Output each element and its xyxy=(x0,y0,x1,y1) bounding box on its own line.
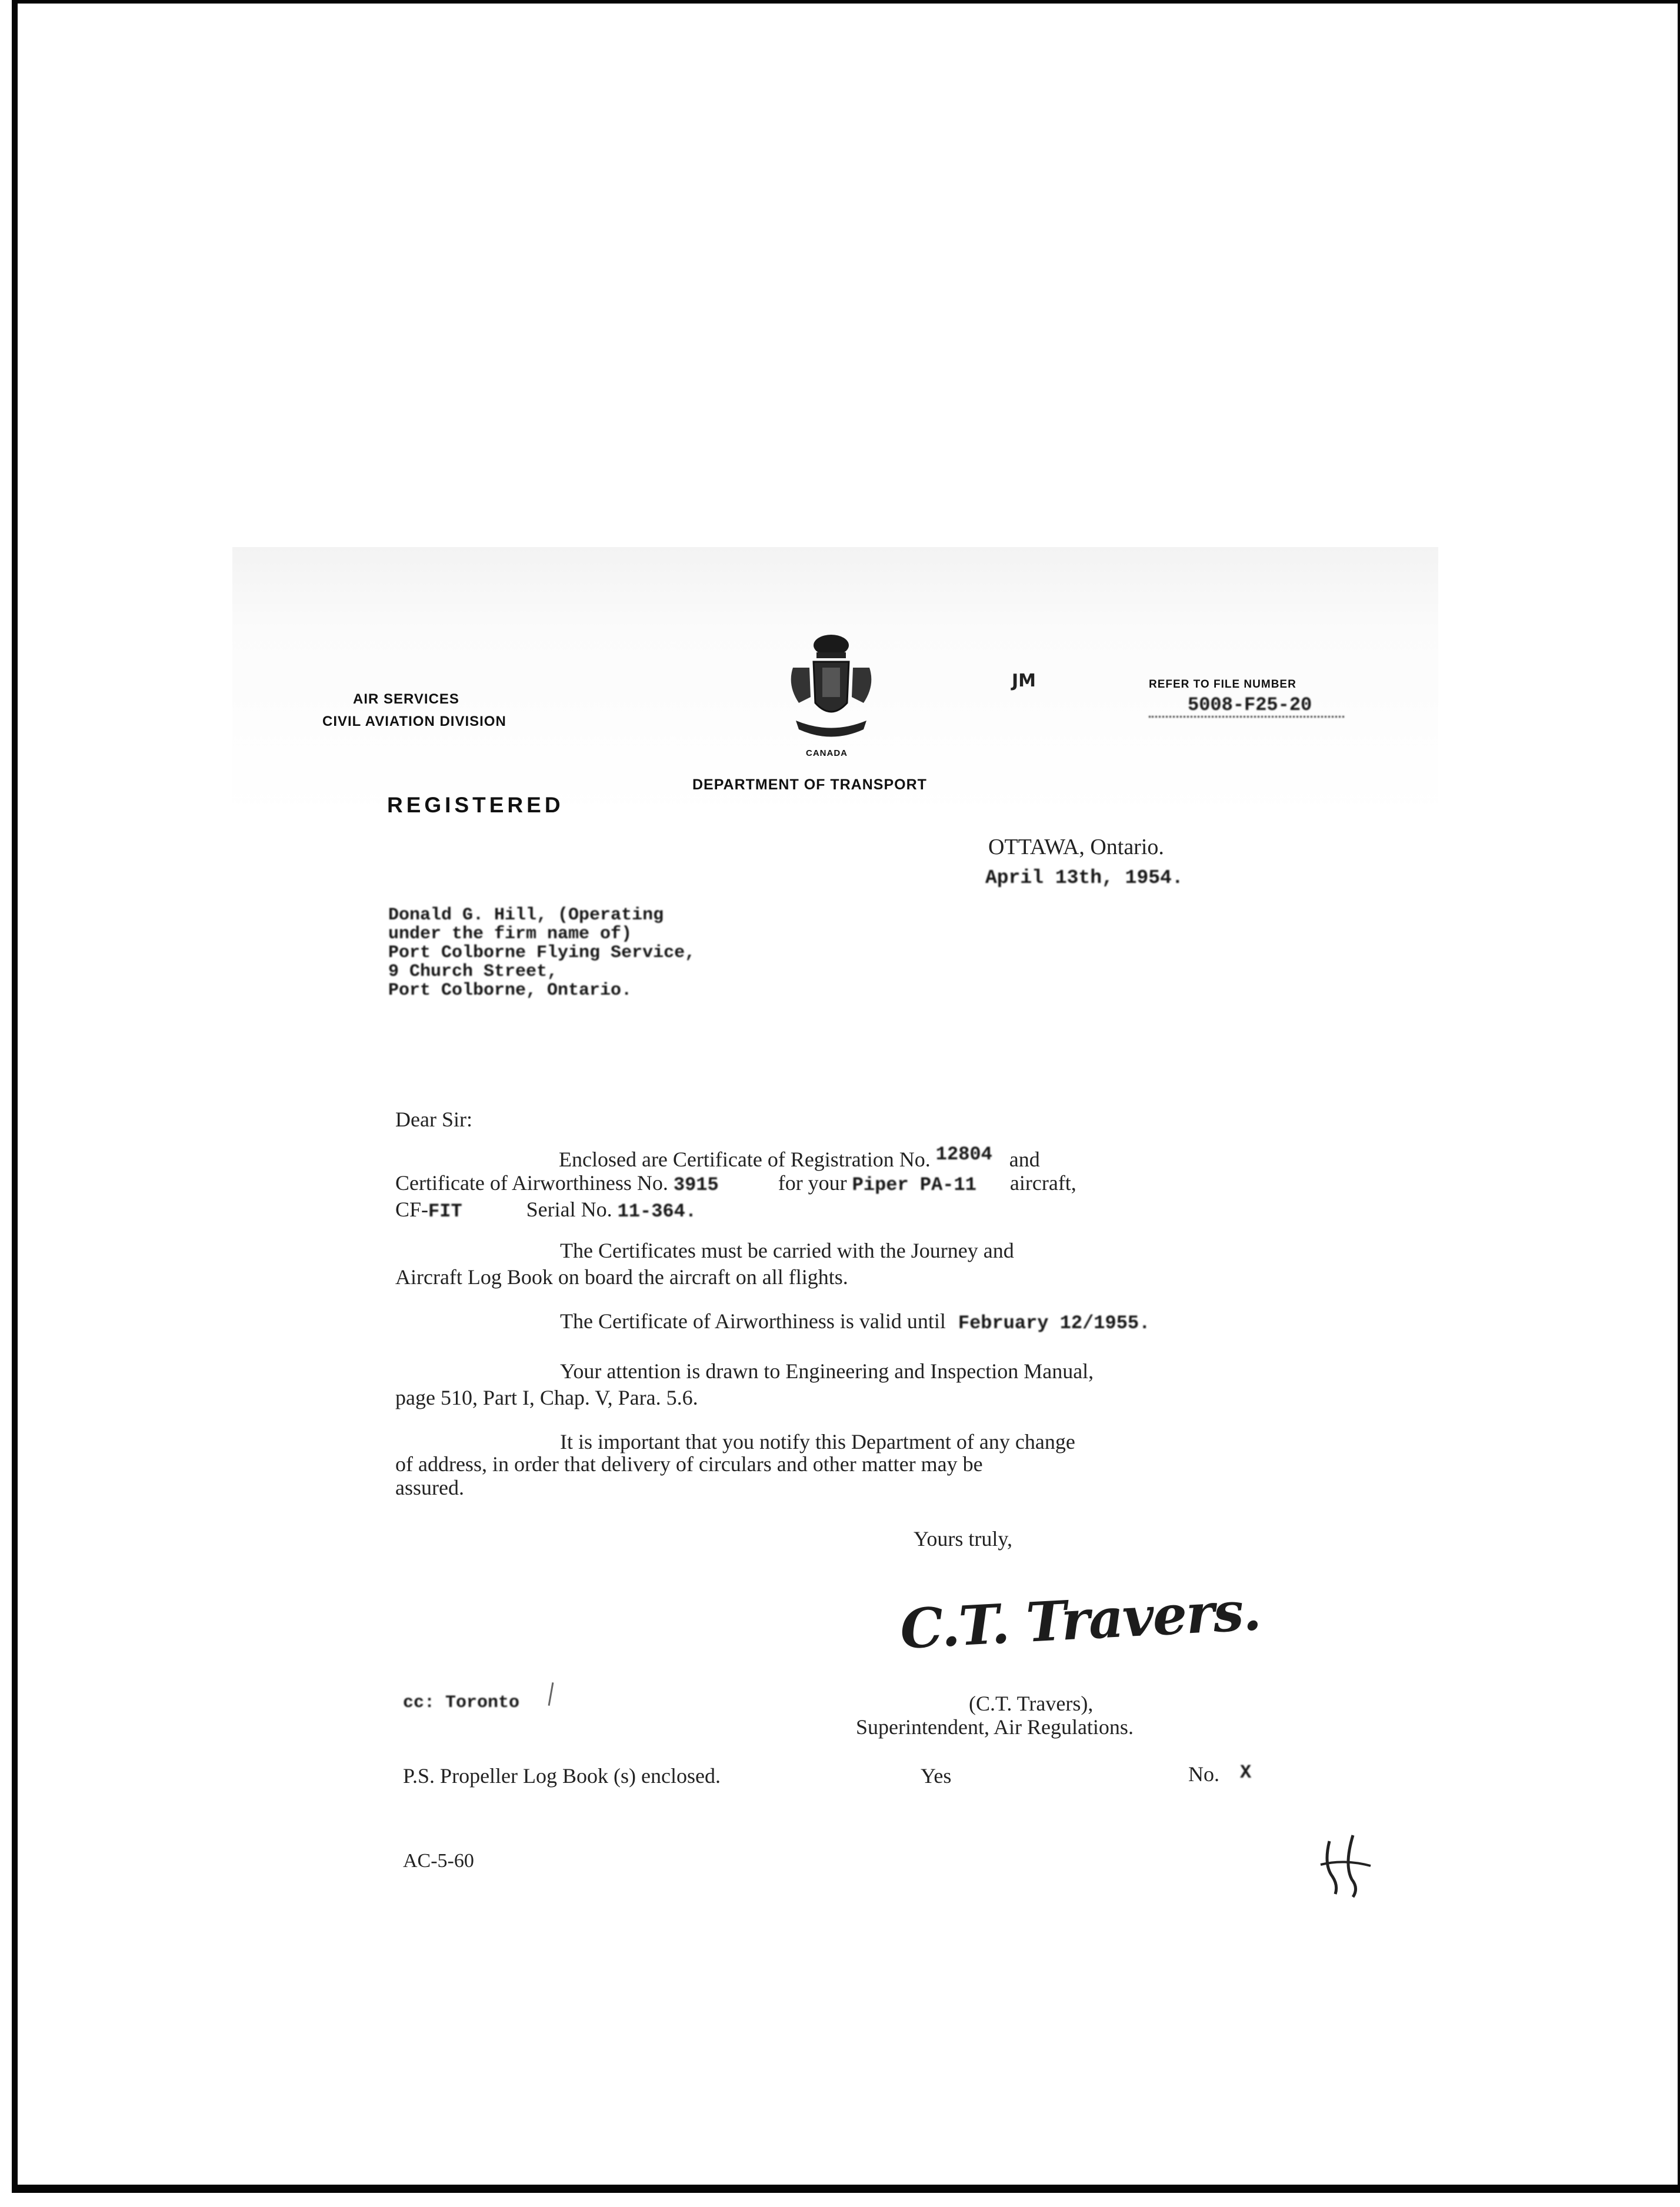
ps-no-mark: X xyxy=(1240,1762,1252,1783)
registration-number: 12804 xyxy=(935,1143,992,1165)
address-line: Donald G. Hill, (Operating xyxy=(388,905,664,925)
p2-line1: The Certificates must be carried with the Journey and xyxy=(560,1239,1014,1262)
file-number: 5008-F25-20 xyxy=(1149,694,1344,718)
address-line: under the firm name of) xyxy=(388,924,632,944)
p1-text-d: for your xyxy=(778,1171,847,1195)
p1-text-b: and xyxy=(1009,1148,1040,1171)
carbon-copy: cc: Toronto xyxy=(403,1693,520,1713)
p1-line2 xyxy=(395,1171,1076,1196)
p1-line1 xyxy=(559,1143,1040,1172)
form-code: AC-5-60 xyxy=(403,1850,474,1872)
aircraft-type: Piper PA-11 xyxy=(852,1174,976,1196)
handwritten-initials-icon xyxy=(1312,1829,1382,1900)
serial-number: 11-364. xyxy=(617,1201,697,1222)
ps-yes: Yes xyxy=(921,1764,952,1788)
p4-line2: page 510, Part I, Chap. V, Para. 5.6. xyxy=(395,1386,698,1409)
address-block xyxy=(388,906,695,1000)
place: OTTAWA, Ontario. xyxy=(988,835,1164,859)
signature: C.T. Travers. xyxy=(898,1579,1262,1661)
ps-no-label: No. xyxy=(1188,1762,1219,1786)
signer-title: Superintendent, Air Regulations. xyxy=(856,1715,1134,1739)
p3-text: The Certificate of Airworthiness is valid until xyxy=(560,1309,946,1333)
address-line: 9 Church Street, xyxy=(388,962,558,982)
p1-text-e: aircraft, xyxy=(1009,1171,1076,1195)
registration-mark: FIT xyxy=(428,1201,462,1222)
p1-line3 xyxy=(395,1197,696,1222)
p1-text-c: Certificate of Airworthiness No. xyxy=(395,1171,668,1195)
p1-text-a: Enclosed are Certificate of Registration No. xyxy=(559,1148,931,1171)
signer-name: (C.T. Travers), xyxy=(969,1692,1094,1715)
p1-text-g: Serial No. xyxy=(526,1198,612,1221)
salutation: Dear Sir: xyxy=(395,1108,472,1131)
address-line: Port Colborne Flying Service, xyxy=(388,943,696,963)
header-civil-aviation: CIVIL AVIATION DIVISION xyxy=(322,714,506,729)
coat-of-arms-icon xyxy=(781,632,881,747)
refer-to-file-label: REFER TO FILE NUMBER xyxy=(1149,678,1296,691)
initials: JM xyxy=(1012,671,1036,691)
p2-line2: Aircraft Log Book on board the aircraft on all flights. xyxy=(395,1265,848,1289)
address-line: Port Colborne, Ontario. xyxy=(388,981,632,1001)
p4-line1: Your attention is drawn to Engineering and Inspection Manual, xyxy=(560,1359,1094,1383)
p5-line3: assured. xyxy=(395,1476,464,1499)
closing: Yours truly, xyxy=(914,1527,1013,1551)
valid-until-date: February 12/1955. xyxy=(958,1312,1151,1334)
registered-label: REGISTERED xyxy=(387,793,564,817)
airworthiness-number: 3915 xyxy=(673,1174,719,1196)
crest-caption: CANADA xyxy=(806,748,848,758)
p3-line xyxy=(560,1309,1150,1334)
letter-date: April 13th, 1954. xyxy=(985,867,1184,889)
ps-line: P.S. Propeller Log Book (s) enclosed. xyxy=(403,1764,721,1788)
p5-line1: It is important that you notify this Department of any change xyxy=(560,1430,1075,1453)
p5-line2: of address, in order that delivery of circulars and other matter may be xyxy=(395,1452,983,1476)
header-air-services: AIR SERVICES xyxy=(353,691,459,707)
department-name: DEPARTMENT OF TRANSPORT xyxy=(692,776,927,793)
p1-text-f: CF- xyxy=(395,1198,429,1221)
